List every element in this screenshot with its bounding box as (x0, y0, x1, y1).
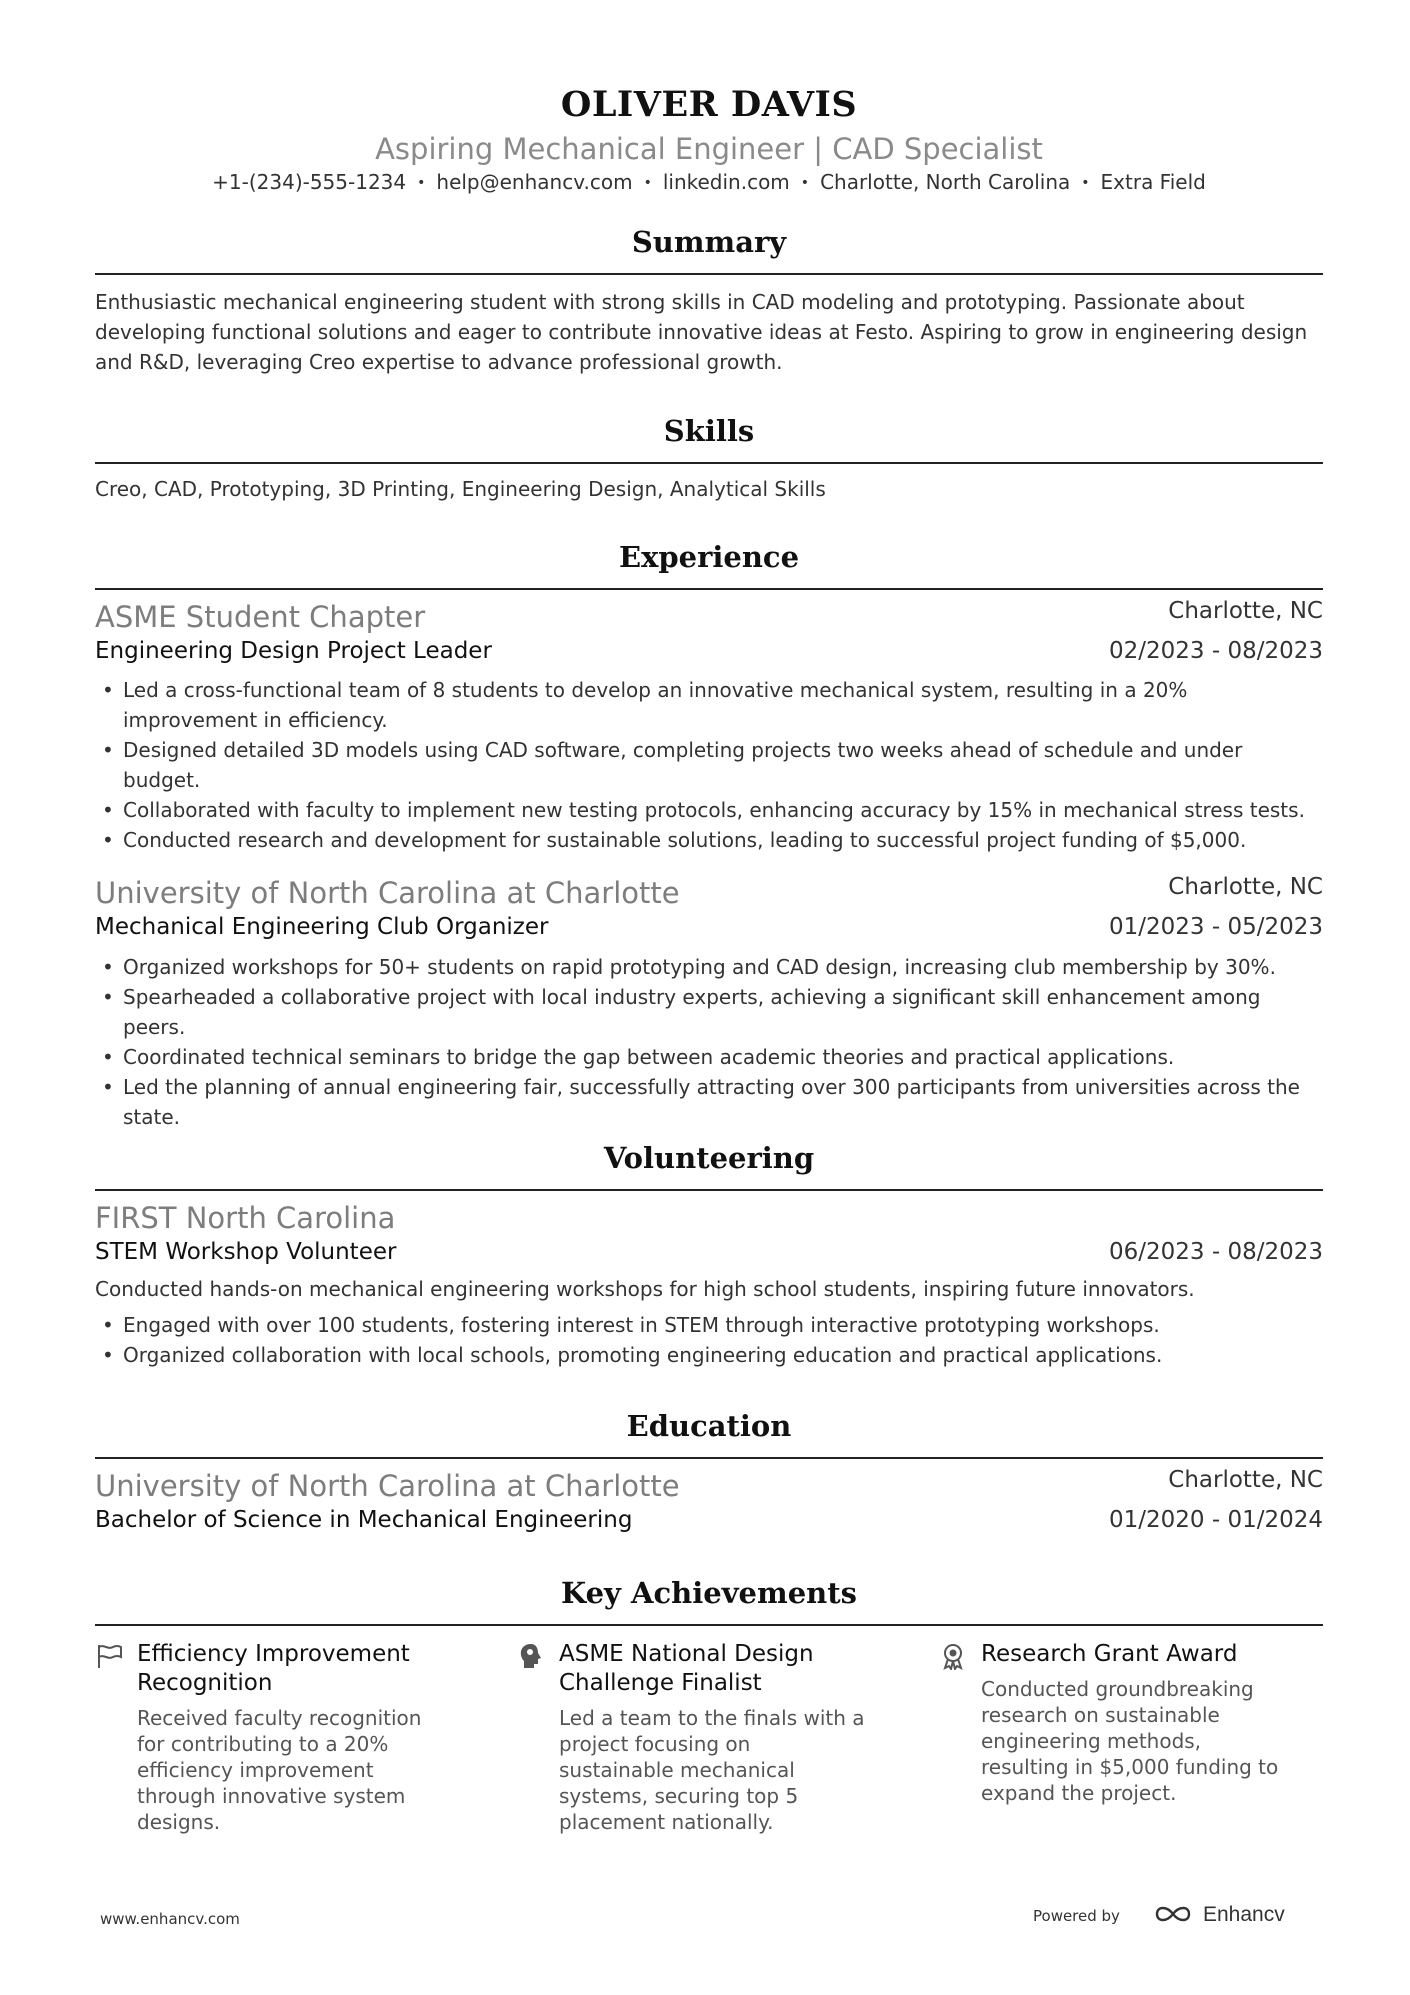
contact-phone: +1-(234)-555-1234 (212, 170, 407, 194)
summary-heading: Summary (631, 225, 787, 259)
contact-extra: Extra Field (1100, 170, 1206, 194)
volunteering-description: Conducted hands-on mechanical engineering workshops for high school students, inspiring future innovators. (95, 1277, 1195, 1301)
brain-head-icon (517, 1642, 545, 1670)
contact-email[interactable]: help@enhancv.com (436, 170, 633, 194)
experience-org: University of North Carolina at Charlotte (95, 876, 680, 910)
contact-location: Charlotte, North Carolina (820, 170, 1071, 194)
bullet-item: • Organized workshops for 50+ students on rapid prototyping and CAD design, increasing club membership by 30%. (102, 955, 1276, 979)
education-dates: 01/2020 - 01/2024 (1108, 1507, 1323, 1533)
experience-bullets (95, 952, 1323, 1132)
candidate-name: OLIVER DAVIS (560, 84, 858, 125)
section-divider (95, 462, 1323, 464)
bullet-item: • Collaborated with faculty to implement new testing protocols, enhancing accuracy by 15% in mechanical stress tests. (102, 798, 1305, 822)
separator-dot: • (800, 175, 810, 191)
volunteering-org: FIRST North Carolina (95, 1201, 396, 1235)
education-location: Charlotte, NC (1168, 1467, 1323, 1493)
volunteering-bullets (95, 1310, 1323, 1370)
enhancv-logo-text: Enhancv (1203, 1903, 1285, 1926)
section-divider (95, 588, 1323, 590)
volunteering-dates: 06/2023 - 08/2023 (1108, 1239, 1323, 1265)
education-degree: Bachelor of Science in Mechanical Engineering (95, 1507, 633, 1533)
award-medal-icon (939, 1642, 967, 1670)
skills-heading: Skills (663, 414, 755, 448)
footer-website[interactable]: www.enhancv.com (100, 1910, 240, 1928)
section-divider (95, 1457, 1323, 1459)
bullet-item: • Led a cross-functional team of 8 students to develop an innovative mechanical system, resulting in a 20% improvement in efficiency. (102, 678, 1188, 732)
skills-text: Creo, CAD, Prototyping, 3D Printing, Engineering Design, Analytical Skills (95, 477, 826, 501)
achievements-heading: Key Achievements (561, 1576, 857, 1610)
experience-location: Charlotte, NC (1168, 874, 1323, 900)
bullet-item: • Coordinated technical seminars to bridge the gap between academic theories and practical applications. (102, 1045, 1175, 1069)
section-divider (95, 273, 1323, 275)
experience-org: ASME Student Chapter (95, 600, 426, 634)
contact-linkedin[interactable]: linkedin.com (662, 170, 790, 194)
flag-icon (95, 1642, 123, 1670)
experience-dates: 01/2023 - 05/2023 (1108, 914, 1323, 940)
contact-line (95, 170, 1323, 194)
experience-location: Charlotte, NC (1168, 598, 1323, 624)
achievement-title: Research Grant Award (981, 1641, 1238, 1667)
experience-role: Mechanical Engineering Club Organizer (95, 914, 549, 940)
bullet-item: • Designed detailed 3D models using CAD software, completing projects two weeks ahead of schedule and under budget. (102, 738, 1243, 792)
experience-bullets (95, 675, 1323, 855)
experience-heading: Experience (618, 540, 800, 574)
bullet-item: • Led the planning of annual engineering fair, successfully attracting over 300 participants from universities across the state. (102, 1075, 1300, 1129)
enhancv-logo[interactable] (1153, 1898, 1313, 1930)
achievement-description: Conducted groundbreaking research on sustainable engineering methods, resulting in $5,000 funding to expand the project. (981, 1677, 1279, 1805)
experience-role: Engineering Design Project Leader (95, 638, 492, 664)
separator-dot: • (417, 175, 426, 191)
achievement-description: Received faculty recognition for contributing to a 20% efficiency improvement through innovative system designs. (137, 1706, 422, 1834)
separator-dot: • (1081, 175, 1090, 191)
section-divider (95, 1189, 1323, 1191)
summary-text: Enthusiastic mechanical engineering student with strong skills in CAD modeling and prototyping. Passionate about developing functional solutions and eager to contribute innovative ideas at Festo. Aspiring to grow in engineering design and R&D, leveraging Creo expertise to advance professional growth. (95, 290, 1308, 374)
bullet-item: • Spearheaded a collaborative project with local industry experts, achieving a significant skill enhancement among peers. (102, 985, 1261, 1039)
achievement-description: Led a team to the finals with a project focusing on sustainable mechanical systems, securing top 5 placement nationally. (559, 1706, 865, 1834)
footer-powered-by: Powered by (1033, 1907, 1120, 1925)
bullet-item: • Conducted research and development for sustainable solutions, leading to successful project funding of $5,000. (102, 828, 1247, 852)
volunteering-role: STEM Workshop Volunteer (95, 1239, 397, 1265)
achievement-title: ASME National Design Challenge Finalist (559, 1641, 814, 1696)
candidate-title: Aspiring Mechanical Engineer | CAD Specialist (375, 132, 1043, 166)
education-school: University of North Carolina at Charlotte (95, 1469, 680, 1503)
achievement-title: Efficiency Improvement Recognition (137, 1641, 410, 1696)
resume-page (95, 0, 1323, 1995)
section-divider (95, 1624, 1323, 1626)
experience-dates: 02/2023 - 08/2023 (1108, 638, 1323, 664)
separator-dot: • (643, 175, 652, 191)
bullet-item: • Organized collaboration with local schools, promoting engineering education and practical applications. (102, 1343, 1163, 1367)
bullet-item: • Engaged with over 100 students, fostering interest in STEM through interactive prototyping workshops. (102, 1313, 1160, 1337)
volunteering-heading: Volunteering (603, 1141, 815, 1175)
education-heading: Education (626, 1409, 792, 1443)
